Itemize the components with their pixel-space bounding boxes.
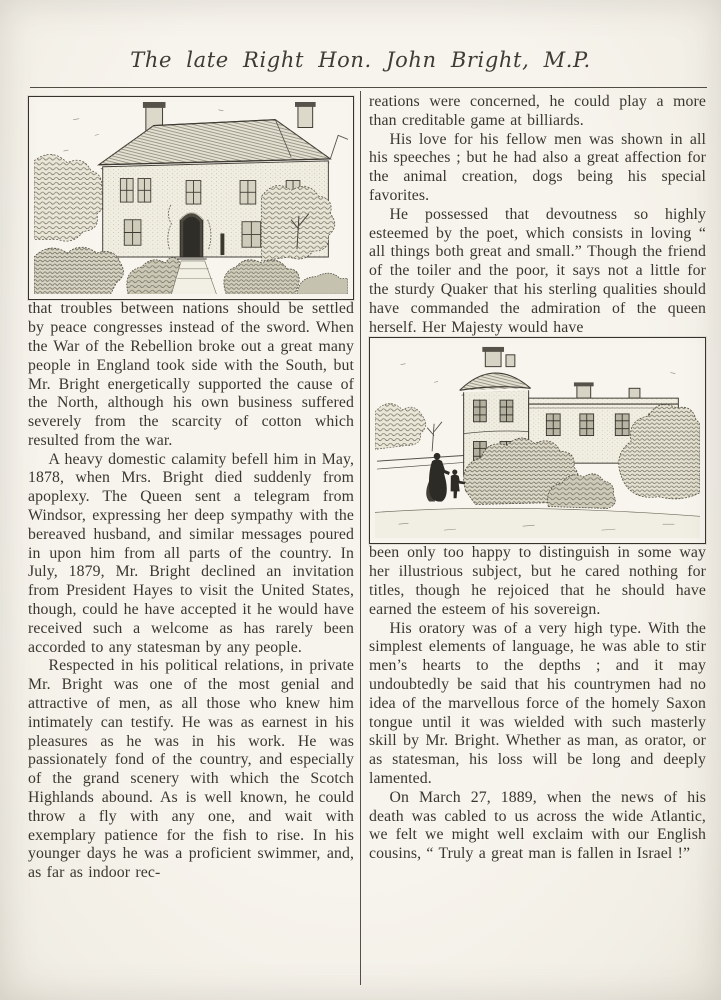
- left-chimney-cap: [143, 102, 166, 108]
- column-divider-rule: [360, 91, 361, 985]
- page-title: The late Right Hon. John Bright, M.P.: [130, 48, 591, 72]
- right-chimney-cap: [295, 102, 316, 107]
- paragraph: A heavy domestic calamity befell him in May, 1878, when Mrs. Bright died suddenly from apoplexy. The Queen sent a telegram from Windsor, expressing her deep sympathy with the bereaved husband, and similar messages poured in upon him from all parts of the country. In July, 1879, Mr. Bright declined an invitation from President Hayes to visit the United States, though, could he have accepted it he would have received such a welcome as has rarely been accorded to any statesman by any people.: [28, 450, 354, 656]
- left-column: [28, 96, 354, 883]
- paragraph: reations were concerned, he could play a more than creditable game at billiards.: [369, 93, 706, 129]
- turret-house-lawn-engraving: [369, 337, 706, 544]
- paragraph: He possessed that devoutness so highly esteemed by the poet, which consists in loving “ all things both great and small.” Though the friend of the toiler and the poor, it says not a little for the sturdy Quaker that his sterling qualities should have commanded the admiration of the queen herself. Her Majesty would have: [369, 205, 706, 336]
- paragraph: His love for his fellow men was shown in all his speeches ; but he had also a great affection for the animal creation, dogs being his special favorites.: [369, 130, 706, 204]
- turret-house-illustration: [375, 343, 700, 538]
- paragraph: His oratory was of a very high type. With the simplest elements of language, he was able to stir men’s hearts to the depths ; and it may undoubtedly be said that his countrymen had no idea of the marvellous force of the homely Saxon tongue until it was wielded with such masterly skill by Mr. Bright. Whether as man, as orator, or as statesman, his loss will be long and deeply lamented.: [369, 619, 706, 787]
- arched-door: [176, 213, 206, 259]
- right-chimney: [298, 104, 313, 128]
- paragraph: been only too happy to distinguish in some way her illustrious subject, but he cared nothing for titles, though he rejoiced that he should have earned the esteem of his sovereign.: [369, 544, 706, 618]
- paragraph: On March 27, 1889, when the news of his death was cabled to us across the wide Atlantic, we felt we might well exclaim with our English cousins, “ Truly a great man is fallen in Israel !”: [369, 788, 706, 863]
- garden-post: [220, 233, 224, 255]
- title-rule: [30, 87, 707, 88]
- stone-house-illustration: [34, 102, 348, 294]
- stone-house-garden-engraving: [28, 96, 354, 300]
- paragraph: Respected in his political relations, in private Mr. Bright was one of the most genial and attractive of men, as all those who knew him intimately can testify. He was as earnest in his pleasures as he was in his work. He was passionately fond of the country, and especially of the grand scenery with which the Scotch Highlands abound. As is well known, he could throw a fly with any one, and wait with exemplary patience for the fish to rise. In his younger days he was a proficient swimmer, and, as far as indoor rec-: [28, 657, 354, 882]
- house-chimney: [577, 385, 591, 399]
- paragraph: that troubles between nations should be settled by peace congresses instead of the sword. When the War of the Rebellion broke out a great many people in England took side with the South, but Mr. Bright energetically supported the cause of the North, although his own business suffered severely from the scarcity of cotton which resulted from the war.: [28, 300, 354, 449]
- right-column: [369, 93, 706, 864]
